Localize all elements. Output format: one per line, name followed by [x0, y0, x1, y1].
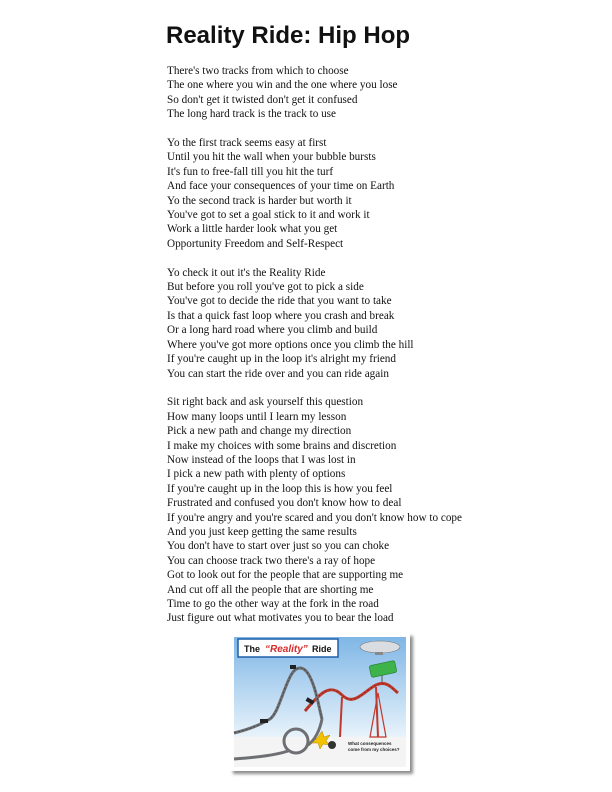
lyric-line: How many loops until I learn my lesson	[167, 410, 347, 423]
roller-coaster-illustration	[230, 633, 410, 771]
lyric-line: If you're caught up in the loop it's alright my friend	[167, 353, 396, 366]
lyric-line: You can start the ride over and you can ride again	[167, 367, 389, 380]
lyric-line: Now instead of the loops that I was lost in	[167, 453, 356, 466]
blimp-icon	[360, 641, 400, 653]
lyric-line: The one where you win and the one where you lose	[167, 79, 398, 92]
lyric-line: Is that a quick fast loop where you crash and break	[167, 309, 395, 322]
lyric-line: You've got to decide the ride that you want to take	[167, 295, 392, 308]
poster-caption-line2: come from my choices?	[348, 747, 400, 752]
lyric-line: Just figure out what motivates you to bear the load	[167, 612, 394, 625]
lyric-line: Frustrated and confused you don't know how to deal	[167, 497, 402, 510]
lyric-line: So don't get it twisted don't get it confused	[167, 93, 358, 106]
lyric-line: Pick a new path and change my direction	[167, 425, 352, 438]
lyric-line: If you're caught up in the loop this is how you feel	[167, 482, 393, 495]
blimp-gondola	[375, 652, 383, 655]
lyric-line: There's two tracks from which to choose	[167, 65, 349, 77]
lyric-line: And face your consequences of your time on Earth	[167, 180, 395, 193]
lyric-stanza	[167, 395, 567, 626]
lyric-line: And you just keep getting the same results	[167, 525, 357, 538]
lyric-line: Time to go the other way at the fork in the road	[167, 597, 379, 610]
lyric-line: I make my choices with some brains and discretion	[167, 439, 397, 452]
lyric-line: Yo check it out it's the Reality Ride	[167, 266, 326, 279]
lyric-line: Sit right back and ask yourself this question	[167, 396, 364, 409]
lyric-line: You don't have to start over just so you can choke	[167, 540, 390, 553]
lyric-line: If you're angry and you're scared and you don't know how to cope	[167, 511, 462, 524]
lyric-line: And cut off all the people that are shorting me	[167, 583, 374, 596]
poster-title-quoted: “Reality”	[265, 644, 308, 655]
reality-ride-poster-image	[230, 633, 410, 771]
lyric-line: You've got to set a goal stick to it and work it	[167, 209, 370, 222]
lyric-stanza	[167, 266, 567, 381]
lyric-line: Work a little harder look what you get	[167, 223, 338, 236]
lyric-stanza	[167, 136, 567, 251]
lyric-line: Where you've got more options once you climb the hill	[167, 338, 414, 351]
lyric-line: Yo the second track is harder but worth it	[167, 194, 352, 207]
lyrics-body	[167, 64, 567, 640]
coaster-car-icon	[290, 665, 296, 669]
lyric-line: Yo the first track seems easy at first	[167, 137, 327, 150]
lyric-line: But before you roll you've got to pick a side	[167, 281, 364, 294]
lyric-line: The long hard track is the track to use	[167, 108, 336, 121]
coaster-car-3	[260, 719, 268, 723]
lyric-line: I pick a new path with plenty of options	[167, 468, 346, 481]
lyric-line: Got to look out for the people that are supporting me	[167, 569, 404, 582]
poster-title-pre: The	[244, 644, 261, 654]
poster-caption-line1: What consequences	[348, 741, 392, 746]
lyric-line: You can choose track two there's a ray of hope	[167, 554, 376, 567]
lyric-line: It's fun to free-fall till you hit the turf	[167, 165, 334, 178]
lyric-line: Opportunity Freedom and Self-Respect	[167, 237, 344, 250]
lyric-line: Until you hit the wall when your bubble bursts	[167, 151, 376, 164]
debris	[328, 741, 336, 749]
poster-title-post: Ride	[312, 644, 332, 654]
lyric-line: Or a long hard road where you climb and build	[167, 324, 378, 337]
lyric-stanza	[167, 64, 567, 122]
page-title: Reality Ride: Hip Hop	[166, 22, 411, 49]
